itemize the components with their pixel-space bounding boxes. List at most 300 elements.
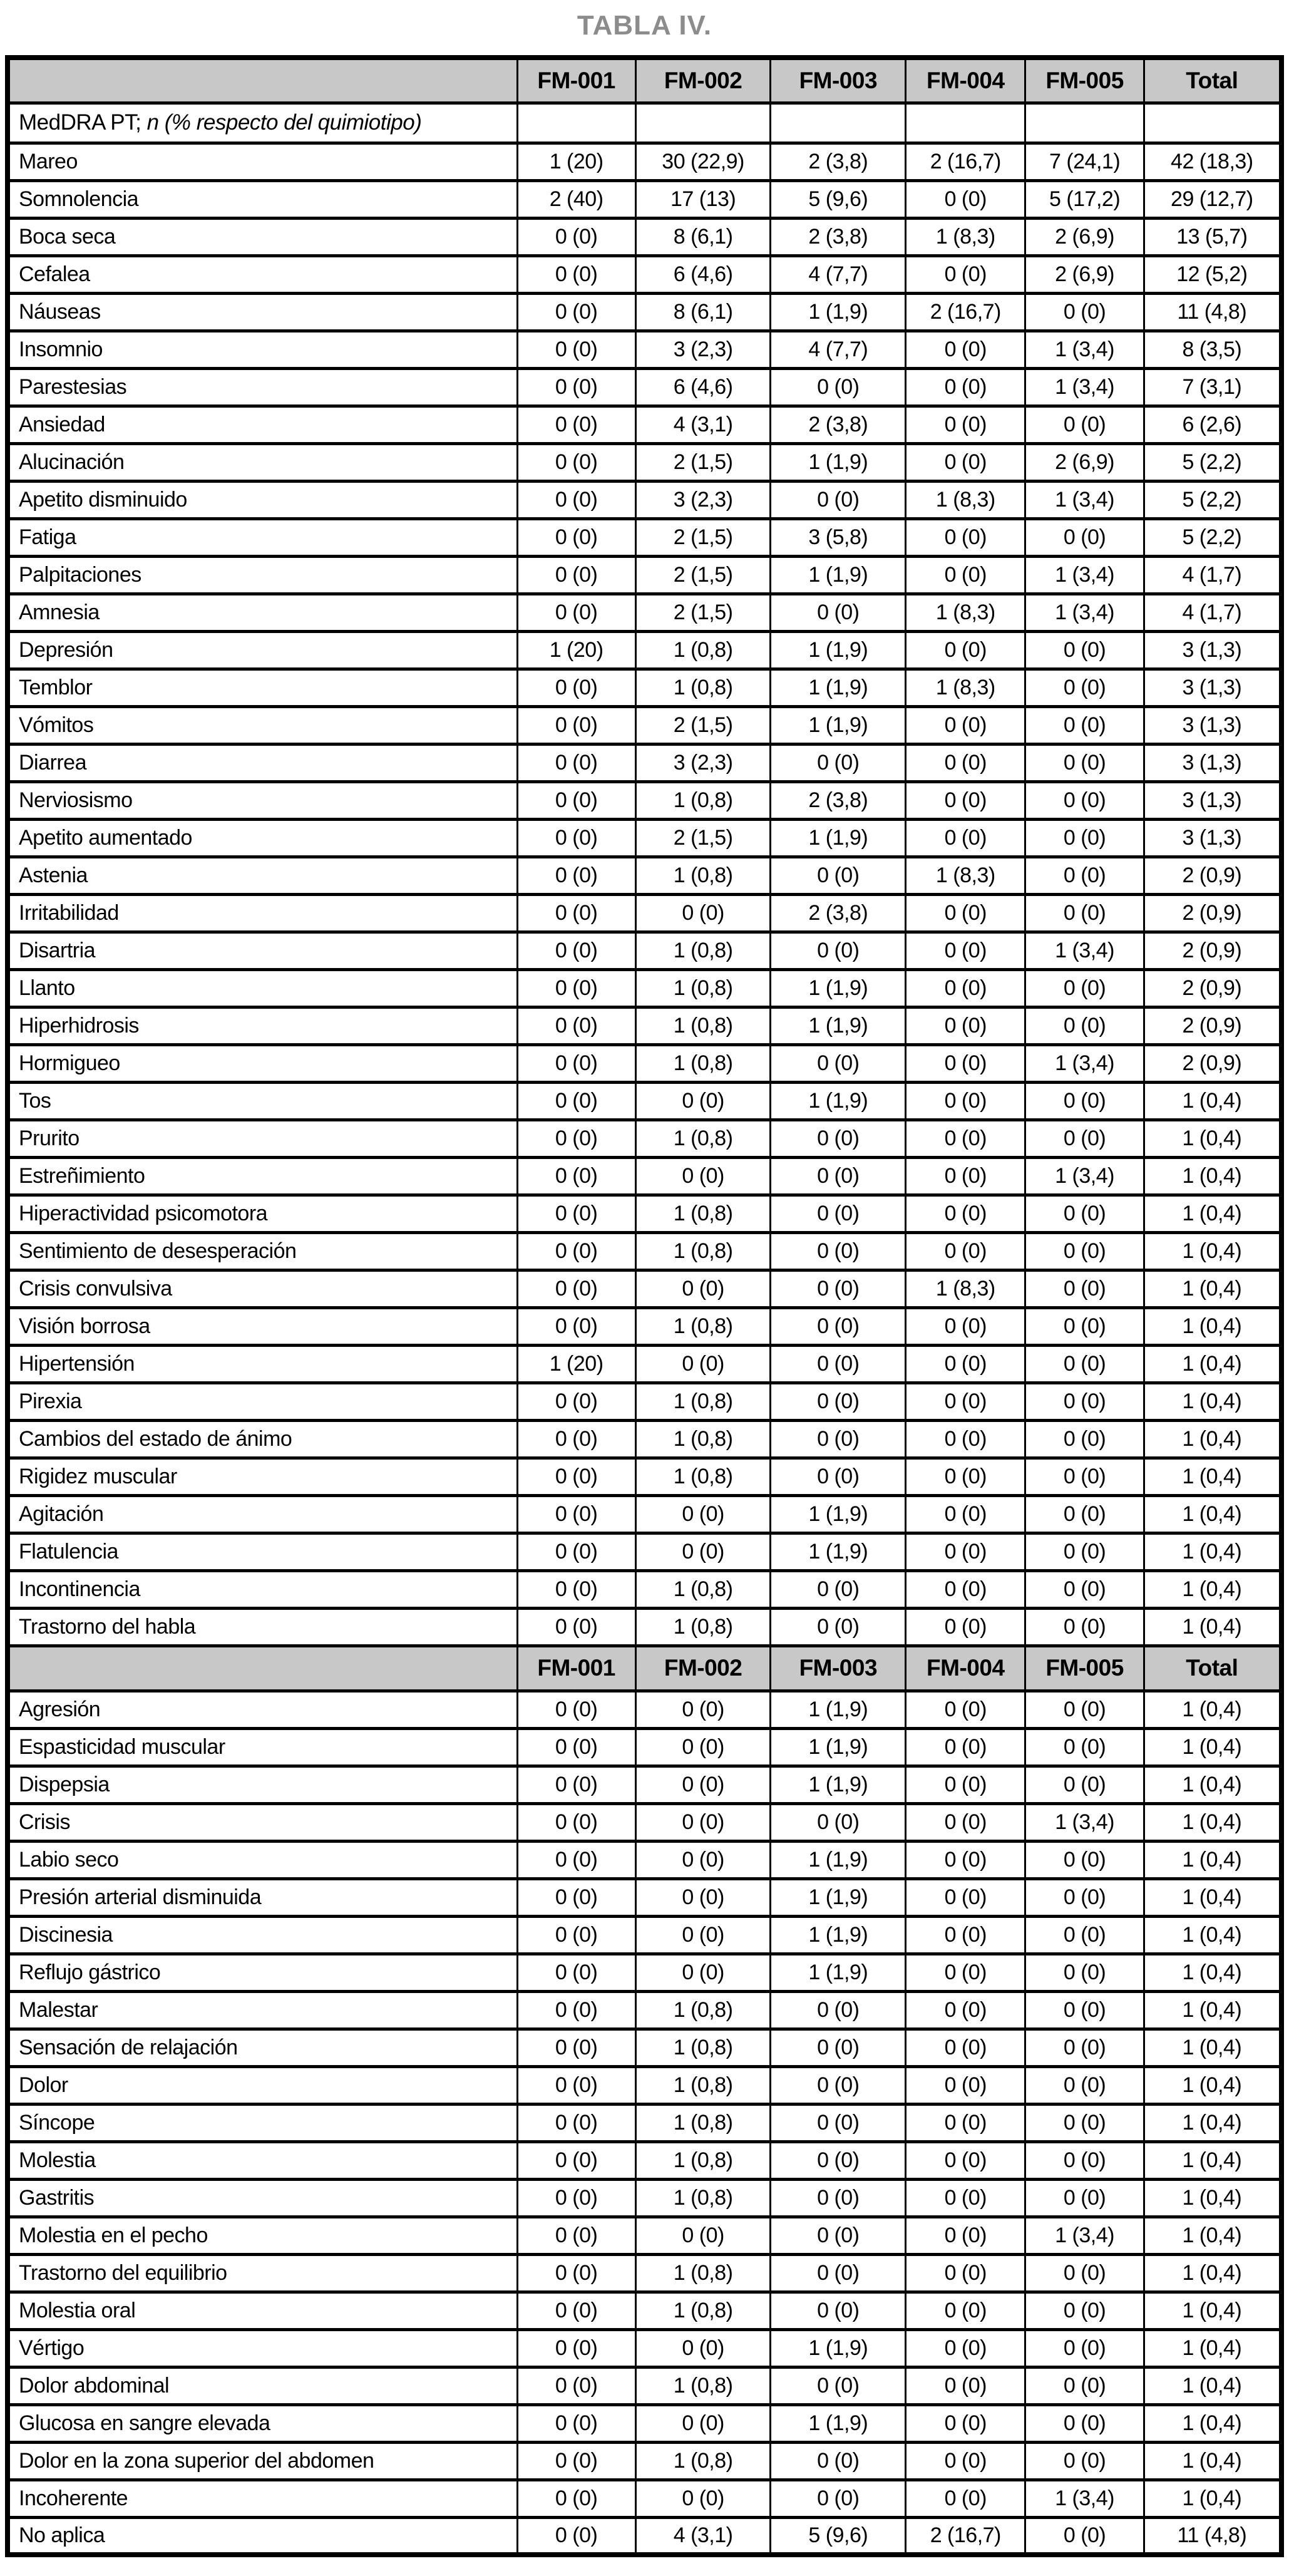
- value-cell: 0 (0): [517, 2367, 635, 2404]
- column-header: FM-005: [1025, 1646, 1144, 1691]
- table-row: [8, 255, 1281, 293]
- table-row: [8, 2480, 1281, 2517]
- value-cell: 0 (0): [906, 1728, 1025, 1766]
- value-cell: 0 (0): [771, 1608, 906, 1646]
- value-cell: 1 (1,9): [771, 2404, 906, 2442]
- value-cell: 0 (0): [1025, 1270, 1144, 1307]
- table-row: [8, 2517, 1281, 2555]
- value-cell: 2 (0,9): [1144, 857, 1281, 894]
- table-row: [8, 1157, 1281, 1195]
- value-cell: 1 (1,9): [771, 631, 906, 669]
- value-cell: 1 (3,4): [1025, 556, 1144, 594]
- value-cell: 0 (0): [906, 2029, 1025, 2066]
- table-row: [8, 1916, 1281, 1954]
- value-cell: 0 (0): [771, 1307, 906, 1345]
- term-cell: Depresión: [8, 631, 517, 669]
- value-cell: 0 (0): [635, 1916, 771, 1954]
- value-cell: 0 (0): [906, 2179, 1025, 2217]
- value-cell: 30 (22,9): [635, 143, 771, 180]
- term-cell: Náuseas: [8, 293, 517, 331]
- term-cell: Temblor: [8, 669, 517, 706]
- table-row: [8, 819, 1281, 857]
- value-cell: 0 (0): [906, 1954, 1025, 1991]
- value-cell: 5 (2,2): [1144, 443, 1281, 481]
- value-cell: 1 (0,4): [1144, 1878, 1281, 1916]
- value-cell: 2 (3,8): [771, 894, 906, 932]
- value-cell: 2 (3,8): [771, 406, 906, 443]
- term-cell: Presión arterial disminuida: [8, 1878, 517, 1916]
- value-cell: 4 (1,7): [1144, 594, 1281, 631]
- value-cell: 1 (0,4): [1144, 2217, 1281, 2254]
- value-cell: 0 (0): [906, 2217, 1025, 2254]
- value-cell: 1 (20): [517, 143, 635, 180]
- value-cell: 0 (0): [771, 2104, 906, 2141]
- value-cell: 0 (0): [1025, 293, 1144, 331]
- value-cell: 17 (13): [635, 180, 771, 218]
- term-cell: Discinesia: [8, 1916, 517, 1954]
- value-cell: 7 (3,1): [1144, 368, 1281, 406]
- value-cell: 0 (0): [1025, 1420, 1144, 1458]
- table-row: [8, 1270, 1281, 1307]
- value-cell: 1 (0,8): [635, 1195, 771, 1232]
- value-cell: 1 (0,4): [1144, 2104, 1281, 2141]
- value-cell: 0 (0): [771, 2367, 906, 2404]
- value-cell: 0 (0): [1025, 2141, 1144, 2179]
- value-cell: 0 (0): [906, 1878, 1025, 1916]
- value-cell: 1 (3,4): [1025, 2217, 1144, 2254]
- term-cell: Incontinencia: [8, 1570, 517, 1608]
- value-cell: 0 (0): [1025, 1533, 1144, 1570]
- value-cell: 1 (20): [517, 1345, 635, 1383]
- value-cell: 1 (0,4): [1144, 2254, 1281, 2292]
- table-row: [8, 481, 1281, 518]
- term-cell: Flatulencia: [8, 1533, 517, 1570]
- value-cell: 0 (0): [517, 594, 635, 631]
- value-cell: 1 (0,8): [635, 2141, 771, 2179]
- value-cell: 2 (1,5): [635, 594, 771, 631]
- value-cell: 1 (1,9): [771, 669, 906, 706]
- table-row: [8, 631, 1281, 669]
- term-cell: Glucosa en sangre elevada: [8, 2404, 517, 2442]
- term-cell: Vómitos: [8, 706, 517, 744]
- value-cell: 1 (0,8): [635, 2179, 771, 2217]
- value-cell: 0 (0): [906, 1841, 1025, 1878]
- column-header: FM-004: [906, 58, 1025, 103]
- term-cell: Sensación de relajación: [8, 2029, 517, 2066]
- value-cell: 1 (3,4): [1025, 481, 1144, 518]
- value-cell: 0 (0): [517, 331, 635, 368]
- table-row: [8, 443, 1281, 481]
- value-cell: 1 (8,3): [906, 218, 1025, 255]
- table-row: [8, 2404, 1281, 2442]
- column-header: FM-002: [635, 58, 771, 103]
- value-cell: 0 (0): [906, 894, 1025, 932]
- value-cell: 0 (0): [771, 1570, 906, 1608]
- value-cell: 1 (3,4): [1025, 2480, 1144, 2517]
- value-cell: 0 (0): [517, 781, 635, 819]
- empty-cell: [517, 103, 635, 143]
- value-cell: 0 (0): [517, 2029, 635, 2066]
- value-cell: 1 (0,4): [1144, 2029, 1281, 2066]
- value-cell: 0 (0): [635, 2217, 771, 2254]
- value-cell: 0 (0): [635, 1157, 771, 1195]
- table-row: [8, 406, 1281, 443]
- term-cell: Reflujo gástrico: [8, 1954, 517, 1991]
- value-cell: 1 (0,8): [635, 1608, 771, 1646]
- value-cell: 0 (0): [517, 1082, 635, 1120]
- value-cell: 0 (0): [517, 1691, 635, 1728]
- table-row: [8, 1570, 1281, 1608]
- value-cell: 0 (0): [517, 2254, 635, 2292]
- term-cell: Labio seco: [8, 1841, 517, 1878]
- value-cell: 0 (0): [517, 2480, 635, 2517]
- value-cell: 1 (0,4): [1144, 1458, 1281, 1495]
- value-cell: 1 (0,4): [1144, 2141, 1281, 2179]
- value-cell: 0 (0): [906, 2442, 1025, 2480]
- value-cell: 0 (0): [517, 1954, 635, 1991]
- value-cell: 0 (0): [771, 2179, 906, 2217]
- value-cell: 0 (0): [635, 1803, 771, 1841]
- term-cell: Diarrea: [8, 744, 517, 781]
- value-cell: 0 (0): [635, 2480, 771, 2517]
- value-cell: 1 (0,4): [1144, 1766, 1281, 1803]
- value-cell: 0 (0): [1025, 1570, 1144, 1608]
- value-cell: 2 (0,9): [1144, 1007, 1281, 1044]
- value-cell: 5 (9,6): [771, 2517, 906, 2555]
- value-cell: 0 (0): [517, 2292, 635, 2329]
- value-cell: 1 (0,4): [1144, 2442, 1281, 2480]
- value-cell: 1 (0,4): [1144, 2329, 1281, 2367]
- table-row: [8, 1803, 1281, 1841]
- value-cell: 1 (3,4): [1025, 1157, 1144, 1195]
- value-cell: 0 (0): [1025, 1691, 1144, 1728]
- value-cell: 0 (0): [635, 1766, 771, 1803]
- term-cell: Astenia: [8, 857, 517, 894]
- value-cell: 0 (0): [1025, 1458, 1144, 1495]
- value-cell: 0 (0): [771, 1044, 906, 1082]
- value-cell: 0 (0): [1025, 631, 1144, 669]
- value-cell: 1 (1,9): [771, 706, 906, 744]
- value-cell: 5 (2,2): [1144, 481, 1281, 518]
- value-cell: 3 (1,3): [1144, 706, 1281, 744]
- value-cell: 1 (1,9): [771, 1954, 906, 1991]
- table-row: [8, 1878, 1281, 1916]
- value-cell: 0 (0): [517, 857, 635, 894]
- term-cell: Mareo: [8, 143, 517, 180]
- empty-cell: [635, 103, 771, 143]
- value-cell: 1 (0,8): [635, 969, 771, 1007]
- value-cell: 0 (0): [771, 2029, 906, 2066]
- value-cell: 1 (0,8): [635, 2292, 771, 2329]
- value-cell: 1 (1,9): [771, 1916, 906, 1954]
- value-cell: 2 (40): [517, 180, 635, 218]
- value-cell: 0 (0): [1025, 1878, 1144, 1916]
- term-cell: Dolor abdominal: [8, 2367, 517, 2404]
- value-cell: 1 (0,4): [1144, 1345, 1281, 1383]
- value-cell: 1 (0,4): [1144, 1533, 1281, 1570]
- value-cell: 0 (0): [771, 2442, 906, 2480]
- value-cell: 1 (1,9): [771, 819, 906, 857]
- empty-cell: [906, 103, 1025, 143]
- value-cell: 1 (3,4): [1025, 1803, 1144, 1841]
- value-cell: 0 (0): [517, 1458, 635, 1495]
- table-row: [8, 969, 1281, 1007]
- term-cell: Pirexia: [8, 1383, 517, 1420]
- table-row: [8, 293, 1281, 331]
- table-row: [8, 2292, 1281, 2329]
- value-cell: 8 (3,5): [1144, 331, 1281, 368]
- value-cell: 0 (0): [1025, 2066, 1144, 2104]
- table-row: [8, 518, 1281, 556]
- value-cell: 0 (0): [771, 1270, 906, 1307]
- value-cell: 0 (0): [517, 2517, 635, 2555]
- value-cell: 1 (0,4): [1144, 1270, 1281, 1307]
- term-cell: Trastorno del equilibrio: [8, 2254, 517, 2292]
- value-cell: 1 (0,8): [635, 1383, 771, 1420]
- table-row: [8, 894, 1281, 932]
- term-cell: Dispepsia: [8, 1766, 517, 1803]
- value-cell: 0 (0): [517, 1803, 635, 1841]
- value-cell: 0 (0): [1025, 1954, 1144, 1991]
- term-cell: Alucinación: [8, 443, 517, 481]
- value-cell: 0 (0): [771, 1383, 906, 1420]
- value-cell: 1 (0,4): [1144, 1383, 1281, 1420]
- value-cell: 0 (0): [1025, 2367, 1144, 2404]
- value-cell: 0 (0): [906, 969, 1025, 1007]
- table-row: [8, 1082, 1281, 1120]
- value-cell: 2 (6,9): [1025, 218, 1144, 255]
- table-row: [8, 2254, 1281, 2292]
- value-cell: 0 (0): [771, 2480, 906, 2517]
- value-cell: 2 (0,9): [1144, 894, 1281, 932]
- value-cell: 0 (0): [1025, 1916, 1144, 1954]
- table-row: [8, 1232, 1281, 1270]
- value-cell: 1 (1,9): [771, 1082, 906, 1120]
- value-cell: 0 (0): [517, 1533, 635, 1570]
- value-cell: 0 (0): [771, 1195, 906, 1232]
- value-cell: 0 (0): [906, 180, 1025, 218]
- value-cell: 1 (0,4): [1144, 1232, 1281, 1270]
- value-cell: 1 (0,4): [1144, 1728, 1281, 1766]
- term-cell: Vértigo: [8, 2329, 517, 2367]
- value-cell: 0 (0): [906, 1157, 1025, 1195]
- value-cell: 0 (0): [1025, 2404, 1144, 2442]
- value-cell: 1 (0,4): [1144, 2404, 1281, 2442]
- value-cell: 1 (0,8): [635, 2367, 771, 2404]
- table-title: TABLA IV.: [577, 10, 712, 41]
- term-cell: No aplica: [8, 2517, 517, 2555]
- value-cell: 1 (0,4): [1144, 1495, 1281, 1533]
- value-cell: 1 (0,8): [635, 1307, 771, 1345]
- value-cell: 0 (0): [517, 518, 635, 556]
- value-cell: 0 (0): [517, 2329, 635, 2367]
- value-cell: 0 (0): [906, 2329, 1025, 2367]
- value-cell: 0 (0): [517, 1195, 635, 1232]
- table-row: [8, 1533, 1281, 1570]
- value-cell: 11 (4,8): [1144, 293, 1281, 331]
- value-cell: 1 (0,4): [1144, 1307, 1281, 1345]
- value-cell: 0 (0): [906, 781, 1025, 819]
- value-cell: 0 (0): [517, 1420, 635, 1458]
- value-cell: 0 (0): [906, 1608, 1025, 1646]
- value-cell: 0 (0): [517, 368, 635, 406]
- value-cell: 2 (1,5): [635, 706, 771, 744]
- value-cell: 0 (0): [517, 293, 635, 331]
- value-cell: 0 (0): [517, 2104, 635, 2141]
- value-cell: 2 (3,8): [771, 143, 906, 180]
- value-cell: 1 (1,9): [771, 969, 906, 1007]
- value-cell: 3 (2,3): [635, 481, 771, 518]
- value-cell: 0 (0): [906, 1420, 1025, 1458]
- value-cell: 6 (4,6): [635, 255, 771, 293]
- value-cell: 0 (0): [906, 1766, 1025, 1803]
- value-cell: 0 (0): [517, 1007, 635, 1044]
- value-cell: 0 (0): [517, 556, 635, 594]
- term-cell: Boca seca: [8, 218, 517, 255]
- term-cell: Gastritis: [8, 2179, 517, 2217]
- value-cell: 0 (0): [906, 1458, 1025, 1495]
- value-cell: 0 (0): [771, 594, 906, 631]
- value-cell: 0 (0): [906, 1570, 1025, 1608]
- value-cell: 0 (0): [517, 706, 635, 744]
- term-cell: Dolor: [8, 2066, 517, 2104]
- value-cell: 0 (0): [1025, 1120, 1144, 1157]
- value-cell: 0 (0): [771, 857, 906, 894]
- value-cell: 1 (3,4): [1025, 368, 1144, 406]
- term-cell: Parestesias: [8, 368, 517, 406]
- value-cell: 0 (0): [906, 1345, 1025, 1383]
- value-cell: 0 (0): [517, 1916, 635, 1954]
- value-cell: 1 (0,4): [1144, 1082, 1281, 1120]
- table-row: [8, 1345, 1281, 1383]
- value-cell: 1 (0,4): [1144, 1157, 1281, 1195]
- value-cell: 0 (0): [517, 1878, 635, 1916]
- table-row: [8, 2217, 1281, 2254]
- value-cell: 0 (0): [906, 1916, 1025, 1954]
- value-cell: 0 (0): [906, 2367, 1025, 2404]
- term-cell: Hiperactividad psicomotora: [8, 1195, 517, 1232]
- table-row: [8, 2104, 1281, 2141]
- column-header: Total: [1144, 58, 1281, 103]
- value-cell: 1 (0,8): [635, 1232, 771, 1270]
- value-cell: 5 (2,2): [1144, 518, 1281, 556]
- term-cell: Amnesia: [8, 594, 517, 631]
- value-cell: 0 (0): [771, 1345, 906, 1383]
- table-row: [8, 1120, 1281, 1157]
- value-cell: 0 (0): [906, 255, 1025, 293]
- value-cell: 0 (0): [906, 1120, 1025, 1157]
- value-cell: 2 (6,9): [1025, 443, 1144, 481]
- value-cell: 0 (0): [635, 1841, 771, 1878]
- value-cell: 0 (0): [906, 1991, 1025, 2029]
- value-cell: 0 (0): [1025, 2517, 1144, 2555]
- column-header: FM-001: [517, 58, 635, 103]
- value-cell: 2 (0,9): [1144, 1044, 1281, 1082]
- value-cell: 0 (0): [517, 2404, 635, 2442]
- value-cell: 0 (0): [517, 1728, 635, 1766]
- value-cell: 0 (0): [517, 1991, 635, 2029]
- value-cell: 0 (0): [635, 1954, 771, 1991]
- value-cell: 2 (3,8): [771, 781, 906, 819]
- value-cell: 0 (0): [1025, 1232, 1144, 1270]
- table-row: [8, 1841, 1281, 1878]
- value-cell: 0 (0): [1025, 1007, 1144, 1044]
- value-cell: 0 (0): [1025, 1345, 1144, 1383]
- value-cell: 42 (18,3): [1144, 143, 1281, 180]
- value-cell: 1 (3,4): [1025, 1044, 1144, 1082]
- term-cell: Molestia: [8, 2141, 517, 2179]
- value-cell: 2 (16,7): [906, 293, 1025, 331]
- table-row: [8, 857, 1281, 894]
- table-row: [8, 1495, 1281, 1533]
- value-cell: 0 (0): [906, 2141, 1025, 2179]
- value-cell: 1 (1,9): [771, 1533, 906, 1570]
- value-cell: 8 (6,1): [635, 293, 771, 331]
- value-cell: 1 (1,9): [771, 1495, 906, 1533]
- value-cell: 0 (0): [517, 481, 635, 518]
- table-row: [8, 1691, 1281, 1728]
- value-cell: 0 (0): [517, 894, 635, 932]
- table-row: [8, 2141, 1281, 2179]
- value-cell: 0 (0): [1025, 669, 1144, 706]
- column-header: FM-001: [517, 1646, 635, 1691]
- table-row: [8, 2066, 1281, 2104]
- value-cell: 0 (0): [906, 2066, 1025, 2104]
- value-cell: 0 (0): [771, 744, 906, 781]
- value-cell: 0 (0): [771, 1803, 906, 1841]
- value-cell: 0 (0): [1025, 1766, 1144, 1803]
- value-cell: 1 (1,9): [771, 1766, 906, 1803]
- term-cell: Cambios del estado de ánimo: [8, 1420, 517, 1458]
- value-cell: 0 (0): [1025, 894, 1144, 932]
- value-cell: 1 (0,4): [1144, 2066, 1281, 2104]
- value-cell: 1 (0,4): [1144, 2179, 1281, 2217]
- value-cell: 0 (0): [771, 1420, 906, 1458]
- value-cell: 0 (0): [906, 1044, 1025, 1082]
- column-header-row: [8, 1646, 1281, 1691]
- value-cell: 0 (0): [635, 1533, 771, 1570]
- table-row: [8, 1007, 1281, 1044]
- value-cell: 0 (0): [517, 1232, 635, 1270]
- table-row: [8, 1383, 1281, 1420]
- value-cell: 4 (7,7): [771, 331, 906, 368]
- value-cell: 1 (0,8): [635, 932, 771, 969]
- column-header: FM-002: [635, 1646, 771, 1691]
- value-cell: 0 (0): [517, 406, 635, 443]
- value-cell: 0 (0): [1025, 781, 1144, 819]
- table-row: [8, 669, 1281, 706]
- column-header-row: [8, 58, 1281, 103]
- value-cell: 1 (8,3): [906, 1270, 1025, 1307]
- empty-cell: [1025, 103, 1144, 143]
- value-cell: 0 (0): [906, 2404, 1025, 2442]
- table-row: [8, 180, 1281, 218]
- value-cell: 1 (0,4): [1144, 1120, 1281, 1157]
- value-cell: 0 (0): [635, 1270, 771, 1307]
- value-cell: 0 (0): [517, 1383, 635, 1420]
- value-cell: 0 (0): [1025, 744, 1144, 781]
- value-cell: 1 (0,4): [1144, 1420, 1281, 1458]
- value-cell: 0 (0): [517, 819, 635, 857]
- value-cell: 1 (0,4): [1144, 1570, 1281, 1608]
- value-cell: 0 (0): [1025, 406, 1144, 443]
- value-cell: 0 (0): [906, 2254, 1025, 2292]
- term-cell: Crisis: [8, 1803, 517, 1841]
- value-cell: 0 (0): [517, 1120, 635, 1157]
- value-cell: 0 (0): [771, 2254, 906, 2292]
- table-row: [8, 1954, 1281, 1991]
- term-cell: Fatiga: [8, 518, 517, 556]
